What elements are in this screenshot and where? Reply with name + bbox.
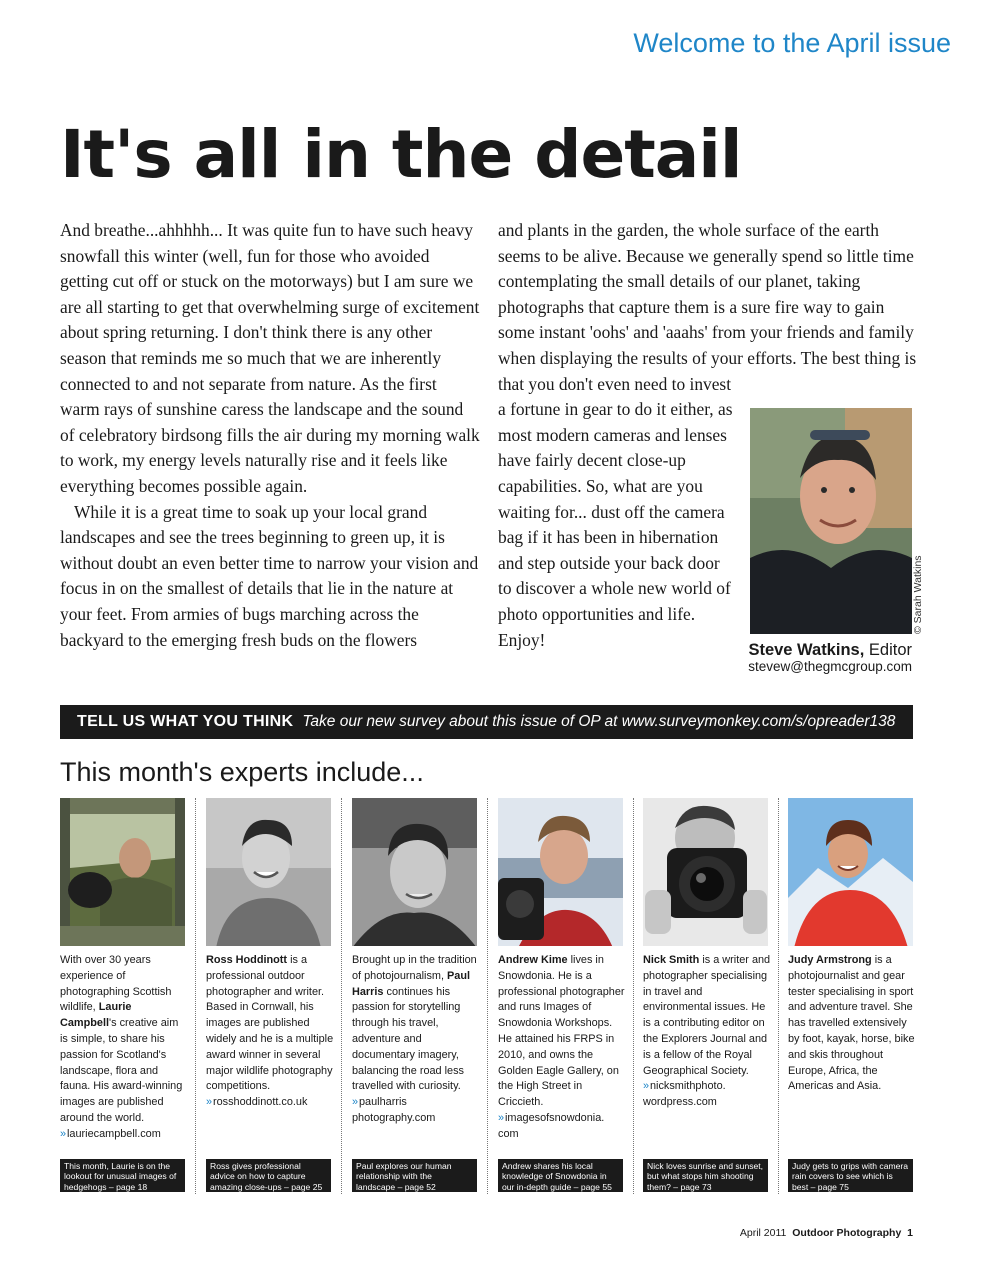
expert-bio [498, 953, 626, 1143]
headline: It's all in the detail [60, 116, 742, 193]
expert-bio-pre: With over 30 years experience of photographing Scottish wildlife, [60, 954, 172, 1014]
expert-link[interactable]: imagesofsnowdonia. com [498, 1111, 605, 1140]
column-divider [633, 798, 634, 1194]
expert-photo [206, 798, 331, 946]
expert-photo [60, 798, 185, 946]
survey-title: TELL US WHAT YOU THINK [77, 713, 294, 730]
survey-banner [60, 705, 913, 739]
link-chevron-icon: » [206, 1096, 213, 1109]
expert-bio-text: continues his passion for storytelling through his travel, adventure and documentary imagery, balancing the road less travelled with curiosity. [352, 985, 465, 1093]
expert-photo [643, 798, 768, 946]
expert-note: Nick loves sunrise and sunset, but what stops him shooting them? – page 73 [643, 1159, 768, 1192]
editorial-paragraph: a fortune in gear to do it either, as most modern cameras and lenses have fairly decent close-up capabilities. So, what are you waiting for... dust off the camera bag if it has been in hibernation and step outside your back door to discover a whole new world of photo opportunities and life. Enjoy! [498, 399, 733, 650]
footer-magazine: Outdoor Photography [792, 1227, 902, 1239]
issue-label: Welcome to the April issue [633, 28, 951, 58]
survey-text: Take our new survey about this issue of OP at www.surveymonkey.com/s/opreader138 [302, 713, 896, 730]
column-divider [487, 798, 488, 1194]
expert-name: Laurie Campbell [60, 1001, 132, 1030]
expert-bio [788, 953, 916, 1095]
expert-link[interactable]: nicksmithphoto. wordpress.com [643, 1080, 726, 1109]
expert-note: Andrew shares his local knowledge of Snowdonia in our in-depth guide – page 55 [498, 1159, 623, 1192]
expert-name: Nick Smith [643, 954, 700, 966]
editor-email[interactable]: stevew@thegmcgroup.com [748, 659, 912, 674]
expert-bio-text: is a writer and photographer specialising in travel and environmental issues. He is a contributing editor on the Explorers Journal and is a fellow of the Royal Geographical Society. [643, 954, 771, 1077]
editorial-left-column [60, 218, 480, 653]
experts-heading: This month's experts include... [60, 757, 424, 787]
expert-card [206, 798, 334, 1198]
link-chevron-icon: » [498, 1111, 505, 1124]
expert-name: Paul Harris [352, 969, 471, 998]
editor-photo [750, 408, 912, 634]
editor-name [748, 641, 912, 660]
expert-name: Andrew Kime [498, 954, 568, 966]
page-footer [740, 1227, 913, 1239]
expert-name: Judy Armstrong [788, 954, 872, 966]
link-chevron-icon: » [60, 1127, 67, 1140]
expert-card [60, 798, 185, 1198]
expert-name: Ross Hoddinott [206, 954, 288, 966]
expert-bio [352, 953, 480, 1127]
expert-link[interactable]: lauriecampbell.com [66, 1127, 161, 1140]
expert-bio [60, 953, 188, 1143]
link-chevron-icon: » [643, 1080, 650, 1093]
footer-date: April 2011 [739, 1227, 787, 1239]
column-divider [195, 798, 196, 1194]
column-divider [778, 798, 779, 1194]
expert-note: Ross gives professional advice on how to capture amazing close-ups – page 25 [206, 1159, 331, 1192]
expert-bio [206, 953, 334, 1111]
expert-bio-text: is a photojournalist and gear tester specialising in sport and adventure travel. She has travelled extensively by foot, kayak, horse, bike and skis throughout Europe, Africa, the Americas and Asia. [788, 954, 915, 1093]
editor-role: Editor [868, 641, 912, 659]
expert-bio-text: is a professional outdoor photographer and writer. Based in Cornwall, his images are published widely and he is a multiple award winner in several major wildlife photography competitions. [206, 954, 334, 1093]
expert-card [643, 798, 771, 1198]
expert-photo [788, 798, 913, 946]
editorial-paragraph: and plants in the garden, the whole surface of the earth seems to be alive. Because we generally spend so little time contemplating the small details of our planet, taking photographs that capture them is a sure fire way to gain some instant 'oohs' and 'aaahs' from your friends and family when displaying the results of your efforts. The best thing is that you don't even need to invest [498, 220, 917, 394]
expert-bio-pre: Brought up in the tradition of photojournalism, [352, 954, 477, 982]
column-divider [341, 798, 342, 1194]
expert-link[interactable]: rosshoddinott.co.uk [212, 1096, 308, 1109]
expert-photo [498, 798, 623, 946]
expert-bio-text: 's creative aim is simple, to share his passion for Scotland's landscape, flora and fauna. His award-winning images are published around the world. [60, 1017, 183, 1124]
expert-bio [643, 953, 771, 1111]
expert-card [352, 798, 477, 1198]
editor-name-text: Steve Watkins, [748, 641, 865, 659]
link-chevron-icon: » [352, 1096, 359, 1109]
expert-note: This month, Laurie is on the lookout for unusual images of hedgehogs – page 18 [60, 1159, 185, 1192]
expert-note: Judy gets to grips with camera rain covers to see which is best – page 75 [788, 1159, 913, 1192]
editorial-paragraph: While it is a great time to soak up your local grand landscapes and see the trees beginning to green up, it is without doubt an even better time to narrow your vision and focus in on the smallest of details that lie in the nature at your feet. From armies of bugs marching across the backyard to the emerging fresh buds on the flowers [60, 501, 479, 650]
expert-bio-text: lives in Snowdonia. He is a professional photographer and runs Images of Snowdonia Workshops. He attained his FRPS in 2010, and owns the Golden Eagle Gallery, on the High Street in Criccieth. [498, 954, 625, 1109]
expert-note: Paul explores our human relationship with the landscape – page 52 [352, 1159, 477, 1192]
expert-card [498, 798, 623, 1198]
editorial-paragraph: And breathe...ahhhhh... It was quite fun to have such heavy snowfall this winter (well, fun for those who avoided getting cut off or stuck on the motorways) but I am sure we are all starting to get that overwhelming surge of excitement about spring returning. I don't think there is any other season that reminds me so much that we are inherently connected to and not separate from nature. As the first warm rays of sunshine caress the landscape and the sound of celebratory birdsong fills the air during my morning walk to work, my energy levels naturally rise and it feels like everything becomes possible again. [60, 220, 480, 496]
page-number: 1 [907, 1227, 913, 1239]
expert-link[interactable]: paulharris photography.com [352, 1096, 436, 1124]
expert-photo [352, 798, 477, 946]
expert-card [788, 798, 913, 1198]
editor-photo-credit: © Sarah Watkins [912, 555, 924, 634]
